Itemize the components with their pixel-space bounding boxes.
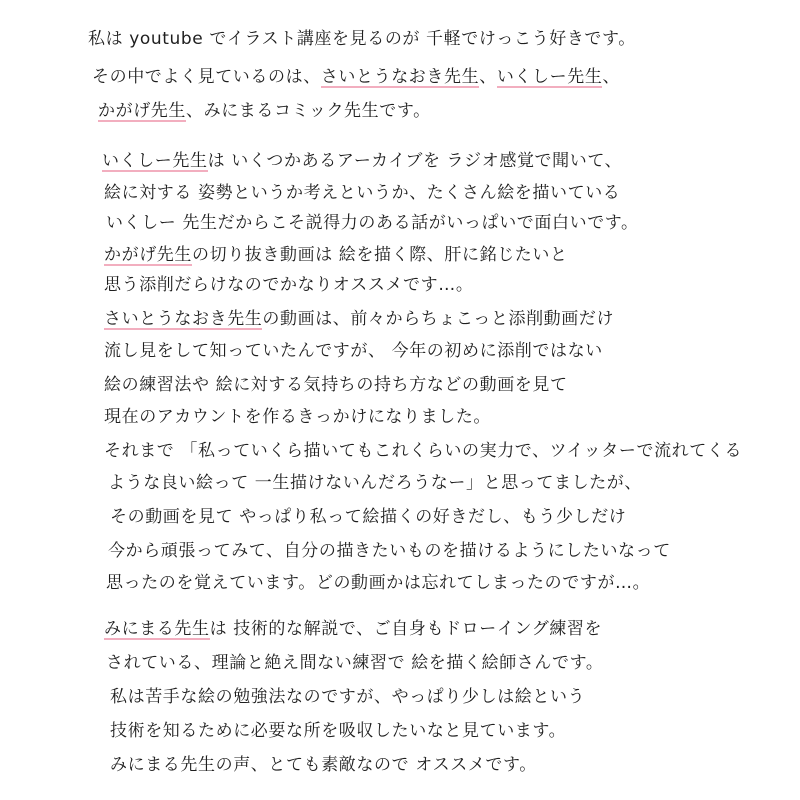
- text-line: [110, 686, 585, 708]
- text-line: [106, 212, 639, 234]
- highlighted-name: さいとうなおき先生: [104, 309, 263, 329]
- text-segment: 現在のアカウントを作るきっかけになりました。: [104, 407, 492, 427]
- text-line: [110, 720, 566, 742]
- text-segment: 、みにまるコミック先生です。: [186, 101, 431, 121]
- text-line: [102, 150, 622, 172]
- text-segment: みにまる先生の声、とても素敵なので オススメです。: [110, 755, 537, 775]
- text-line: [106, 652, 603, 674]
- highlighted-name: みにまる先生: [104, 619, 210, 639]
- text-line: [106, 572, 650, 594]
- text-segment: それまで 「私っていくら描いてもこれくらいの実力で、ツイッターで流れてくる: [104, 441, 743, 461]
- text-line: [110, 506, 626, 528]
- text-line: [104, 406, 491, 428]
- text-line: [104, 274, 473, 296]
- text-segment: いくしー 先生だからこそ説得力のある話がいっぱいで面白いです。: [106, 213, 639, 233]
- text-line: [108, 540, 671, 562]
- text-line: [98, 100, 431, 122]
- text-segment: 絵に対する 姿勢というか考えというか、たくさん絵を描いている: [104, 183, 621, 203]
- text-segment: は 技術的な解説で、ご自身もドローイング練習を: [209, 619, 603, 639]
- text-segment: 、: [479, 67, 497, 87]
- text-segment: 私は苦手な絵の勉強法なのですが、やっぱり少しは絵という: [110, 687, 586, 707]
- text-line: [104, 182, 620, 204]
- text-segment: は いくつかあるアーカイブを ラジオ感覚で聞いて、: [207, 151, 623, 171]
- text-segment: ような良い絵って 一生描けないんだろうなー」と思ってましたが、: [108, 473, 643, 493]
- text-line: [104, 308, 614, 330]
- text-segment: 絵の練習法や 絵に対する気持ちの持ち方などの動画を見て: [104, 375, 568, 395]
- text-segment: 今から頑張ってみて、自分の描きたいものを描けるようにしたいなって: [108, 541, 671, 561]
- text-segment: されている、理論と絶え間ない練習で 絵を描く絵師さんです。: [106, 653, 604, 673]
- text-line: [88, 28, 636, 50]
- text-segment: 流し見をして知っていたんですが、 今年の初めに添削ではない: [104, 341, 603, 361]
- highlighted-name: かがげ先生: [98, 101, 186, 121]
- highlighted-name: いくしー先生: [496, 67, 603, 87]
- highlighted-name: いくしー先生: [102, 151, 208, 171]
- text-segment: 思う添削だらけなのでかなりオススメです…。: [104, 275, 474, 295]
- text-segment: その中でよく見ているのは、: [92, 67, 321, 87]
- text-segment: の切り抜き動画は 絵を描く際、肝に銘じたいと: [192, 245, 568, 265]
- text-segment: 私は youtube でイラスト講座を見るのが 千軽でけっこう好きです。: [88, 29, 636, 49]
- text-segment: の動画は、前々からちょこっと添削動画だけ: [262, 309, 615, 329]
- text-line: [104, 340, 603, 362]
- text-line: [104, 618, 602, 640]
- highlighted-name: かがげ先生: [104, 245, 192, 265]
- text-line: [104, 440, 742, 462]
- text-segment: 思ったのを覚えています。どの動画かは忘れてしまったのですが…。: [106, 573, 651, 593]
- text-line: [104, 244, 568, 266]
- text-line: [92, 66, 620, 88]
- text-segment: 技術を知るために必要な所を吸収したいなと見ています。: [110, 721, 567, 741]
- text-line: [110, 754, 537, 776]
- highlighted-name: さいとうなおき先生: [320, 67, 480, 87]
- text-line: [108, 472, 642, 494]
- text-line: [104, 374, 568, 396]
- text-segment: その動画を見て やっぱり私って絵描くの好きだし、もう少しだけ: [110, 507, 627, 527]
- text-segment: 、: [602, 67, 621, 87]
